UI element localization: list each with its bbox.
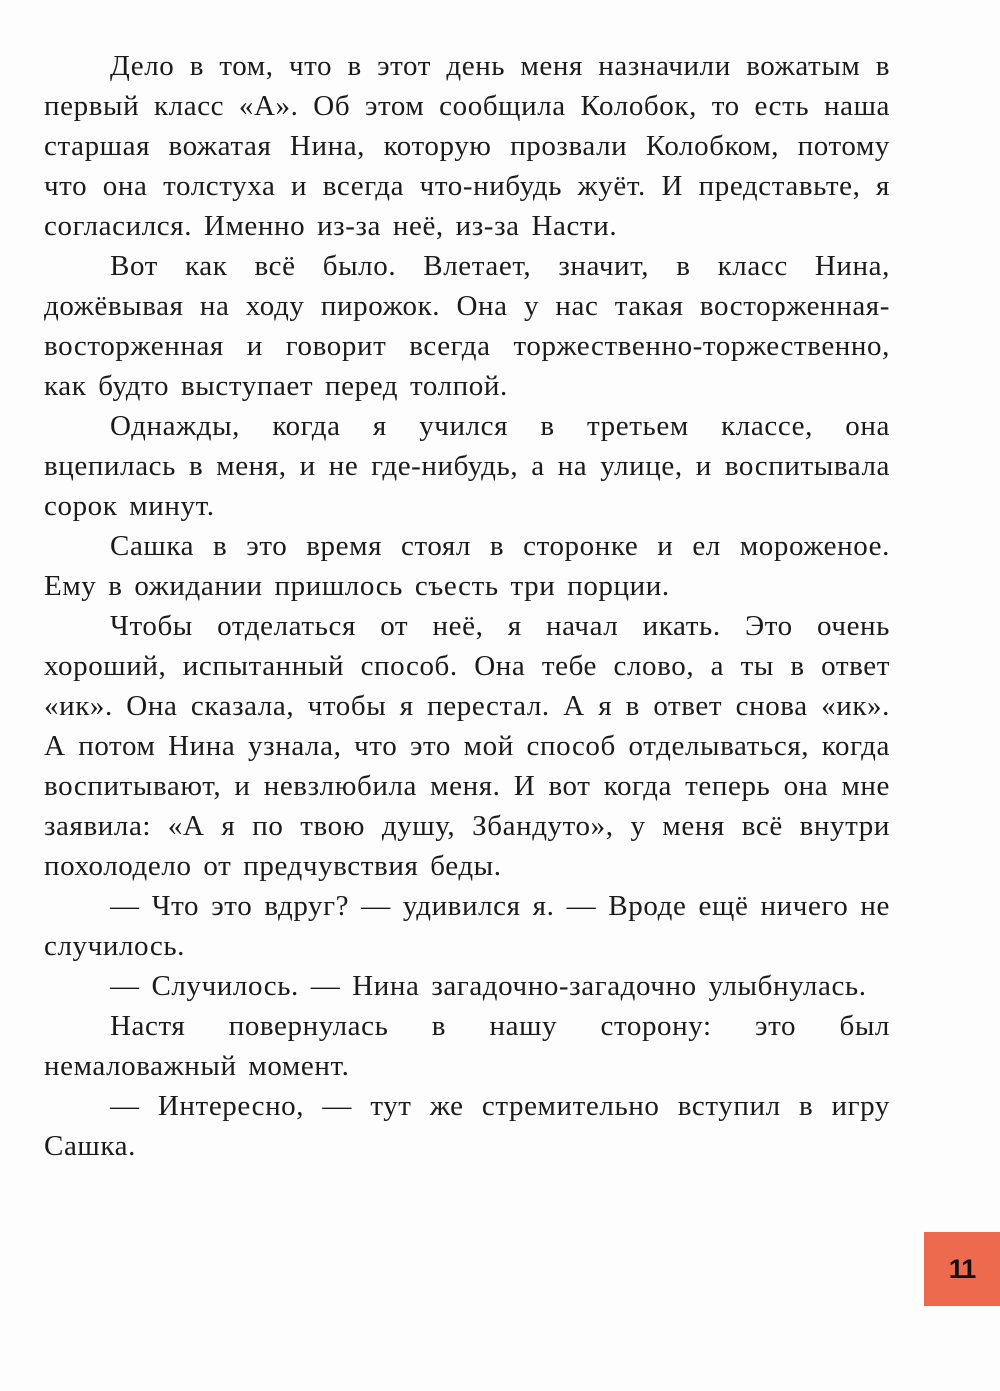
paragraph: Сашка в это время стоял в сторонке и ел мороженое. Ему в ожидании пришлось съесть три порции. xyxy=(44,530,890,602)
paragraph: Настя повернулась в нашу сторону: это был немаловажный момент. xyxy=(44,1010,890,1082)
paragraph: — Интересно, — тут же стремительно вступил в игру Сашка. xyxy=(44,1090,890,1162)
paragraph: Вот как всё было. Влетает, значит, в класс Нина, дожёвывая на ходу пирожок. Она у нас такая восторженная-восторженная и говорит всегда торжественно-торжественно, как будто выступает перед толпой. xyxy=(44,250,890,402)
page-number-tab xyxy=(924,1232,1000,1306)
paragraph: — Что это вдруг? — удивился я. — Вроде ещё ничего не случилось. xyxy=(44,890,890,962)
paragraph: Дело в том, что в этот день меня назначили вожатым в первый класс «А». Об этом сообщила Колобок, то есть наша старшая вожатая Нина, которую прозвали Колобком, потому что она толстуха и всегда что-нибудь жуёт. И представьте, я согласился. Именно из-за неё, из-за Насти. xyxy=(44,50,890,242)
page-number: 11 xyxy=(948,1253,976,1284)
paragraph: Чтобы отделаться от неё, я начал икать. Это очень хороший, испытанный способ. Она тебе слово, а ты в ответ «ик». Она сказала, чтобы я перестал. А я в ответ снова «ик». А потом Нина узнала, что это мой способ отделываться, когда воспитывают, и невзлюбила меня. И вот когда теперь она мне заявила: «А я по твою душу, Збандуто», у меня всё внутри похолодело от предчувствия беды. xyxy=(44,610,890,882)
paragraph: — Случилось. — Нина загадочно-загадочно улыбнулась. xyxy=(110,970,867,1002)
text-body xyxy=(44,46,890,1166)
paragraph: Однажды, когда я учился в третьем классе, она вцепилась в меня, и не где-нибудь, а на улице, и воспитывала сорок минут. xyxy=(44,410,890,522)
